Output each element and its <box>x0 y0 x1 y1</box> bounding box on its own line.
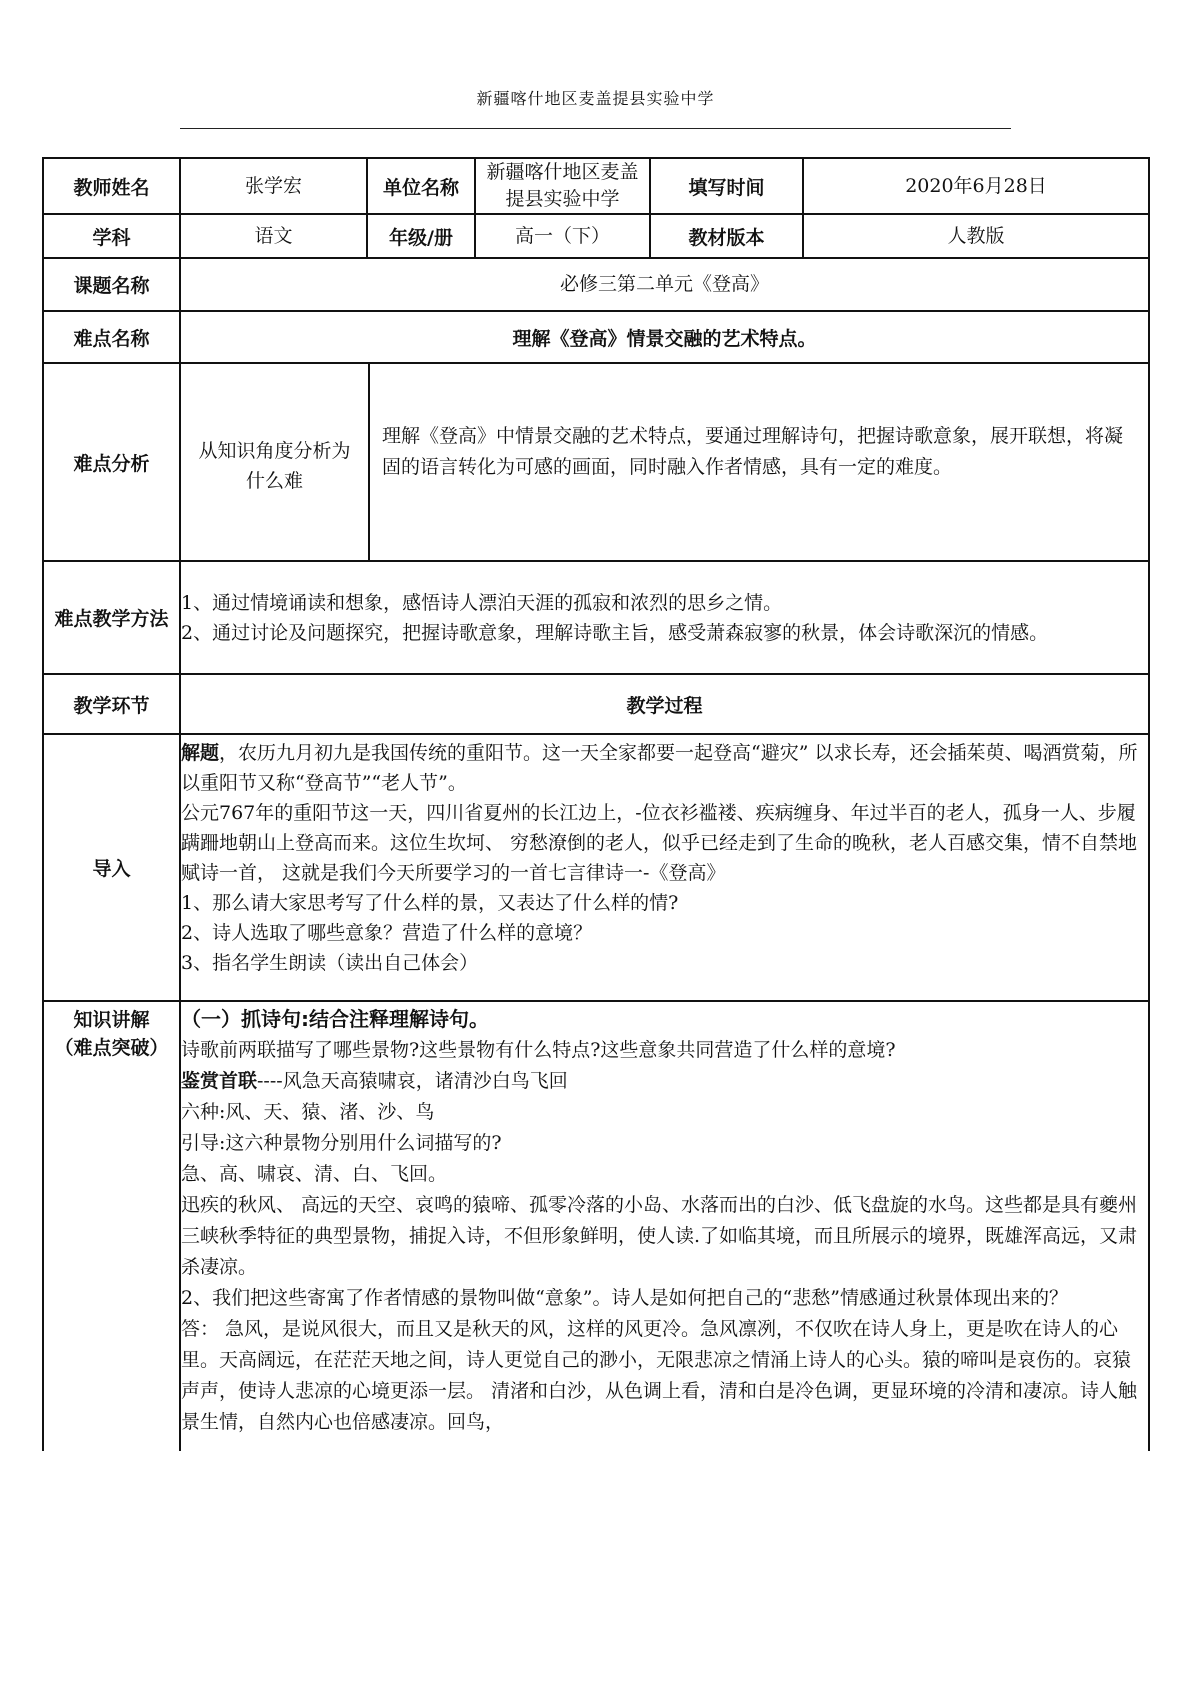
row-topic <box>43 258 1149 311</box>
intro-paragraph-1 <box>181 738 1148 798</box>
method-label: 难点教学方法 <box>43 561 180 674</box>
row-difficulty <box>43 311 1149 363</box>
analysis-cell <box>180 363 1149 561</box>
lesson-plan-table <box>42 157 1150 1451</box>
intro-label: 导入 <box>43 734 180 1001</box>
row-knowledge <box>43 1001 1149 1451</box>
knowledge-line-7: 2、我们把这些寄寓了作者情感的景物叫做“意象”。诗人是如何把自己的“悲愁”情感通过秋景体现出来的？ <box>181 1287 1068 1309</box>
row-process-header <box>43 674 1149 734</box>
intro-question-2: 2、诗人选取了哪些意象？营造了什么样的意境？ <box>181 922 593 944</box>
knowledge-label-line-2: （难点突破） <box>54 1037 169 1059</box>
knowledge-heading: （一）抓诗句:结合注释理解诗句。 <box>181 1007 489 1031</box>
knowledge-line-8: 答： 急风，是说风很大，而且又是秋天的风，这样的风更冷。急风凛冽，不仅吹在诗人身上，更是吹在诗人的心里。天高阔远，在茫茫天地之间，诗人更觉自己的渺小，无限悲凉之情涌上诗人的心头。猿的啼叫是哀伤的。哀猿声声，使诗人悲凉的心境更添一层。 清渚和白沙，从色调上看，清和白是冷色调，更显环境的冷清和凄凉。诗人触景生情，自然内心也倍感凄凉。回鸟， <box>181 1318 1138 1433</box>
row-teacher <box>43 158 1149 214</box>
process-stage-label: 教学环节 <box>43 674 180 734</box>
subject-label: 学科 <box>43 214 180 258</box>
difficulty-value: 理解《登高》情景交融的艺术特点。 <box>180 311 1149 363</box>
row-intro <box>43 734 1149 1001</box>
difficulty-label: 难点名称 <box>43 311 180 363</box>
process-label: 教学过程 <box>180 674 1149 734</box>
knowledge-line-4: 引导:这六种景物分别用什么词描写的? <box>181 1132 502 1154</box>
intro-paragraph-2: 公元767年的重阳节这一天，四川省夏州的长江边上，-位衣衫褴褛、疾病缠身、年过半百的老人，孤身一人、步履蹒跚地朝山上登高而来。这位生坎坷、 穷愁潦倒的老人，似乎已经走到了生命的晚秋，老人百感交集，情不自禁地赋诗一首， 这就是我们今天所要学习的一首七言律诗一-《登高》 <box>181 802 1138 884</box>
knowledge-couplet-text: ----风急天高猿啸哀，诸清沙白鸟飞回 <box>257 1070 568 1092</box>
intro-keyword: 解题 <box>181 742 220 764</box>
analysis-label: 难点分析 <box>43 363 180 561</box>
unit-line-1: 新疆喀什地区麦盖 <box>486 161 639 183</box>
time-label: 填写时间 <box>650 158 803 214</box>
edition-value: 人教版 <box>803 214 1149 258</box>
header-rule <box>180 128 1011 129</box>
analysis-sub-label <box>181 364 368 560</box>
edition-label: 教材版本 <box>650 214 803 258</box>
knowledge-line-3: 六种:风、天、猿、渚、沙、鸟 <box>181 1101 435 1123</box>
intro-question-1: 1、那么请大家思考写了什么样的景，又表达了什么样的情? <box>181 892 679 914</box>
analysis-sub-label-line-1: 从知识角度分析为 <box>198 440 351 462</box>
row-method <box>43 561 1149 674</box>
grade-value: 高一（下） <box>475 214 650 258</box>
row-analysis <box>43 363 1149 561</box>
method-line-1: 1、通过情境诵读和想象，感悟诗人漂泊天涯的孤寂和浓烈的思乡之情。 <box>181 591 783 614</box>
teacher-label: 教师姓名 <box>43 158 180 214</box>
unit-label: 单位名称 <box>367 158 475 214</box>
document-header: 新疆喀什地区麦盖提县实验中学 <box>476 89 715 108</box>
grade-label: 年级/册 <box>367 214 475 258</box>
unit-line-2: 提县实验中学 <box>505 188 620 210</box>
knowledge-line-2 <box>181 1066 1148 1097</box>
knowledge-cell <box>180 1001 1149 1451</box>
method-cell <box>180 561 1149 674</box>
topic-label: 课题名称 <box>43 258 180 311</box>
row-subject <box>43 214 1149 258</box>
analysis-text: 理解《登高》中情景交融的艺术特点，要通过理解诗句，把握诗歌意象，展开联想，将凝固的语言转化为可感的画面，同时融入作者情感，具有一定的难度。 <box>382 425 1124 478</box>
time-value: 2020年6月28日 <box>803 158 1149 214</box>
intro-cell <box>180 734 1149 1001</box>
analysis-sub-label-line-2: 什么难 <box>245 470 303 492</box>
topic-value: 必修三第二单元《登高》 <box>180 258 1149 311</box>
unit-value <box>475 158 650 214</box>
method-line-2: 2、通过讨论及问题探究，把握诗歌意象，理解诗歌主旨，感受萧森寂寥的秋景，体会诗歌深沉的情感。 <box>181 621 1049 644</box>
intro-paragraph-1-text: ，农历九月初九是我国传统的重阳节。这一天全家都要一起登高“避灾” 以求长寿，还会插茱萸、喝酒赏菊，所以重阳节又称“登高节”“老人节”。 <box>181 742 1138 794</box>
knowledge-line-5: 急、高、啸哀、清、白、飞回。 <box>181 1163 448 1185</box>
knowledge-label <box>43 1001 180 1451</box>
knowledge-line-1: 诗歌前两联描写了哪些景物?这些景物有什么特点?这些意象共同营造了什么样的意境? <box>181 1039 896 1061</box>
subject-value: 语文 <box>180 214 367 258</box>
knowledge-line-6: 迅疾的秋风、 高远的天空、哀鸣的猿啼、孤零冷落的小岛、水落而出的白沙、低飞盘旋的水鸟。这些都是具有夔州三峡秋季特征的典型景物，捕捉入诗，不但形象鲜明，使人读.了如临其境，而且所展示的境界，既雄浑高远，又肃杀凄凉。 <box>181 1194 1138 1278</box>
knowledge-couplet-label: 鉴赏首联 <box>181 1070 258 1092</box>
intro-question-3: 3、指名学生朗读（读出自己体会） <box>181 952 479 974</box>
knowledge-label-line-1: 知识讲解 <box>73 1009 150 1031</box>
teacher-value: 张学宏 <box>180 158 367 214</box>
